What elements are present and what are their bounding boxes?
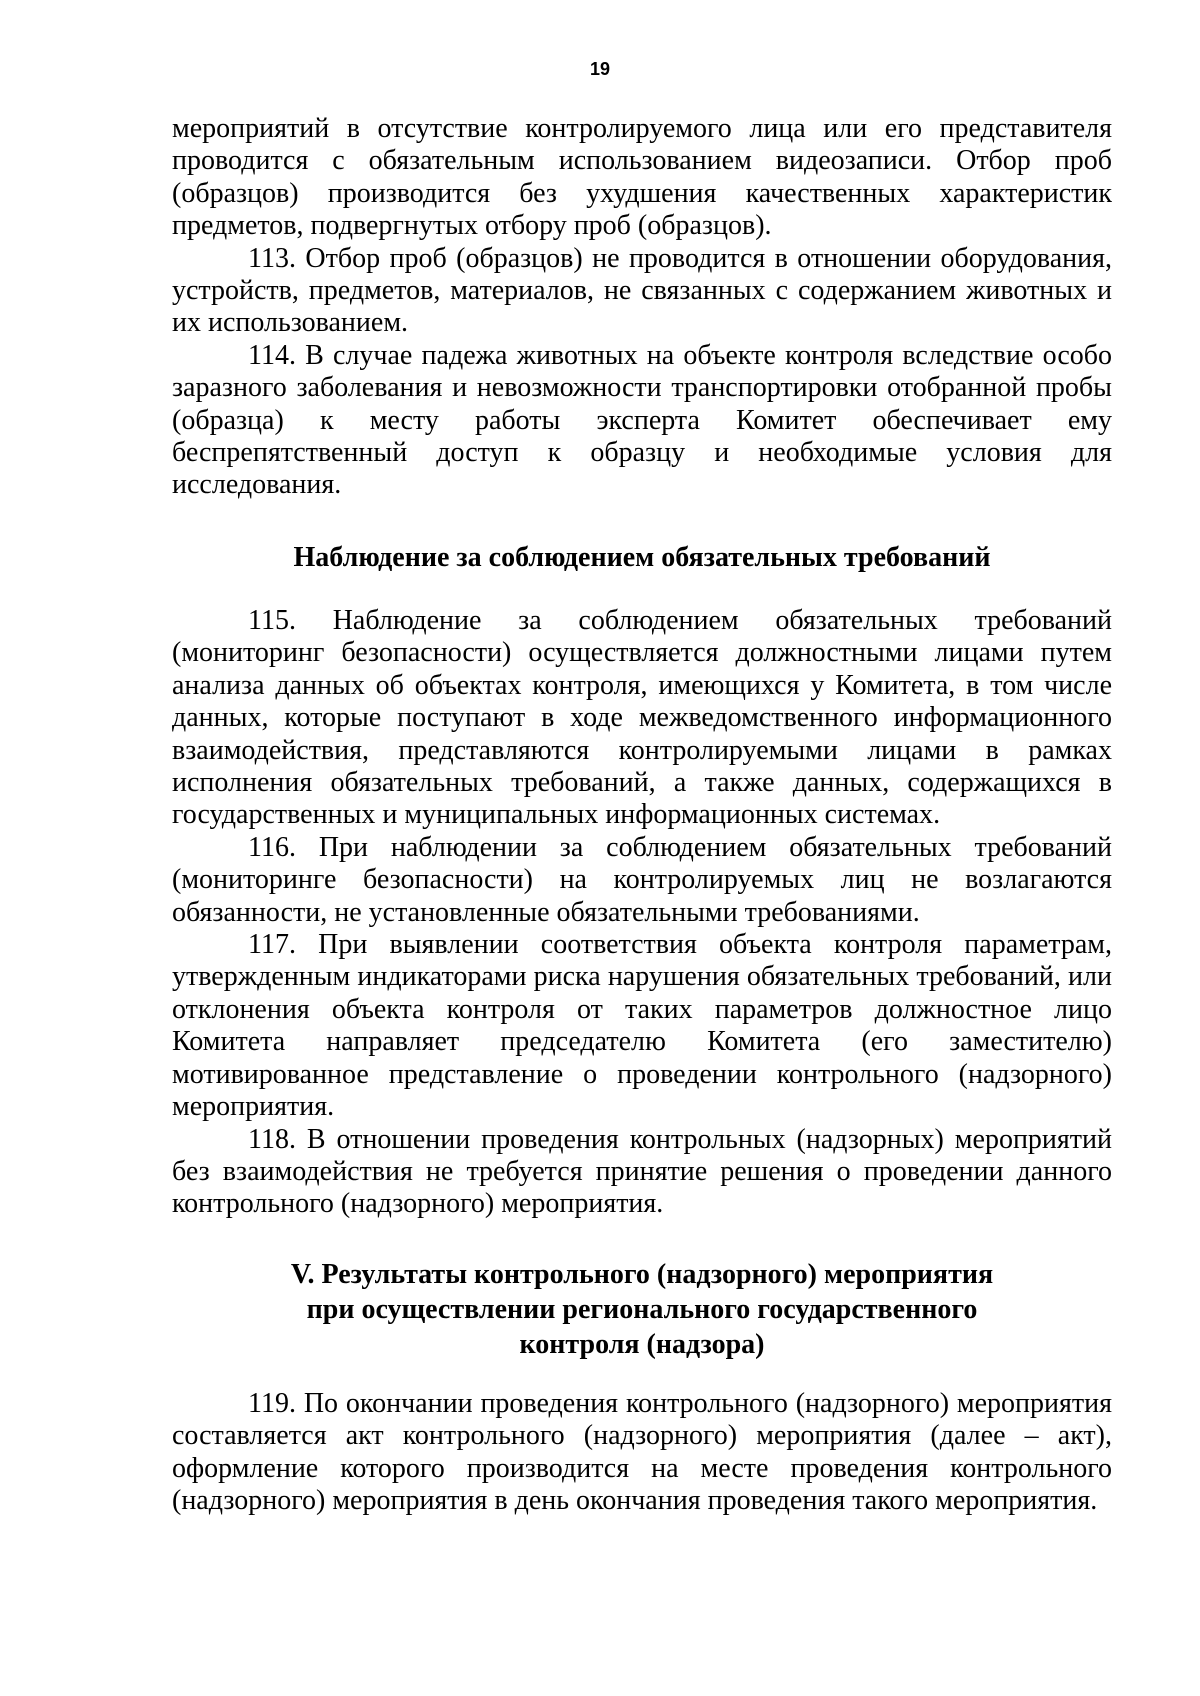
paragraph-116: 116. При наблюдении за соблюдением обязательных требований (мониторинге безопасности) на контролируемых лиц не возлагаются обязанности, не установленные обязательными требованиями. (172, 831, 1112, 928)
paragraph-115: 115. Наблюдение за соблюдением обязательных требований (мониторинг безопасности) осуществляется должностными лицами путем анализа данных об объектах контроля, имеющихся у Комитета, в том числе данных, которые поступают в ходе межведомственного информационного взаимодействия, представляются контролируемыми лицами в рамках исполнения обязательных требований, а также данных, содержащихся в государственных и муниципальных информационных системах. (172, 605, 1112, 831)
text-block-1 (172, 113, 1112, 502)
paragraph-119: 119. По окончании проведения контрольного (надзорного) мероприятия составляется акт контрольного (надзорного) мероприятия (далее – акт), оформление которого производится на месте проведения контрольного (надзорного) мероприятия в день окончания проведения такого мероприятия. (172, 1388, 1112, 1517)
heading-v-line-2: при осуществлении регионального государственного (306, 1294, 978, 1325)
page-number: 19 (589, 59, 611, 79)
paragraph-117: 117. При выявлении соответствия объекта контроля параметрам, утвержденным индикаторами риска нарушения обязательных требований, или отклонения объекта контроля от таких параметров должностное лицо Комитета направляет председателю Комитета (его заместителю) мотивированное представление о проведении контрольного (надзорного) мероприятия. (172, 929, 1112, 1123)
heading-observation-text: Наблюдение за соблюдением обязательных требований (293, 542, 991, 573)
section-heading-v (172, 1257, 1112, 1362)
paragraph-118: 118. В отношении проведения контрольных (надзорных) мероприятий без взаимодействия не требуется принятие решения о проведении данного контрольного (надзорного) мероприятия. (172, 1123, 1112, 1220)
heading-v-line-3: контроля (надзора) (519, 1329, 765, 1360)
paragraph-114: 114. В случае падежа животных на объекте контроля вследствие особо заразного заболевания и невозможности транспортировки отобранной пробы (образца) к месту работы эксперта Комитет обеспечивает ему беспрепятственный доступ к образцу и необходимые условия для исследования. (172, 339, 1112, 501)
section-heading-observation (172, 540, 1112, 575)
text-block-2 (172, 605, 1112, 1221)
heading-v-line-1: V. Результаты контрольного (надзорного) мероприятия (290, 1259, 994, 1290)
text-block-3 (172, 1388, 1112, 1518)
paragraph-113: 113. Отбор проб (образцов) не проводится в отношении оборудования, устройств, предметов, материалов, не связанных с содержанием животных и их использованием. (172, 242, 1112, 339)
paragraph-continued: мероприятий в отсутствие контролируемого лица или его представителя проводится с обязательным использованием видеозаписи. Отбор проб (образцов) производится без ухудшения качественных характеристик предметов, подвергнутых отбору проб (образцов). (172, 113, 1112, 242)
